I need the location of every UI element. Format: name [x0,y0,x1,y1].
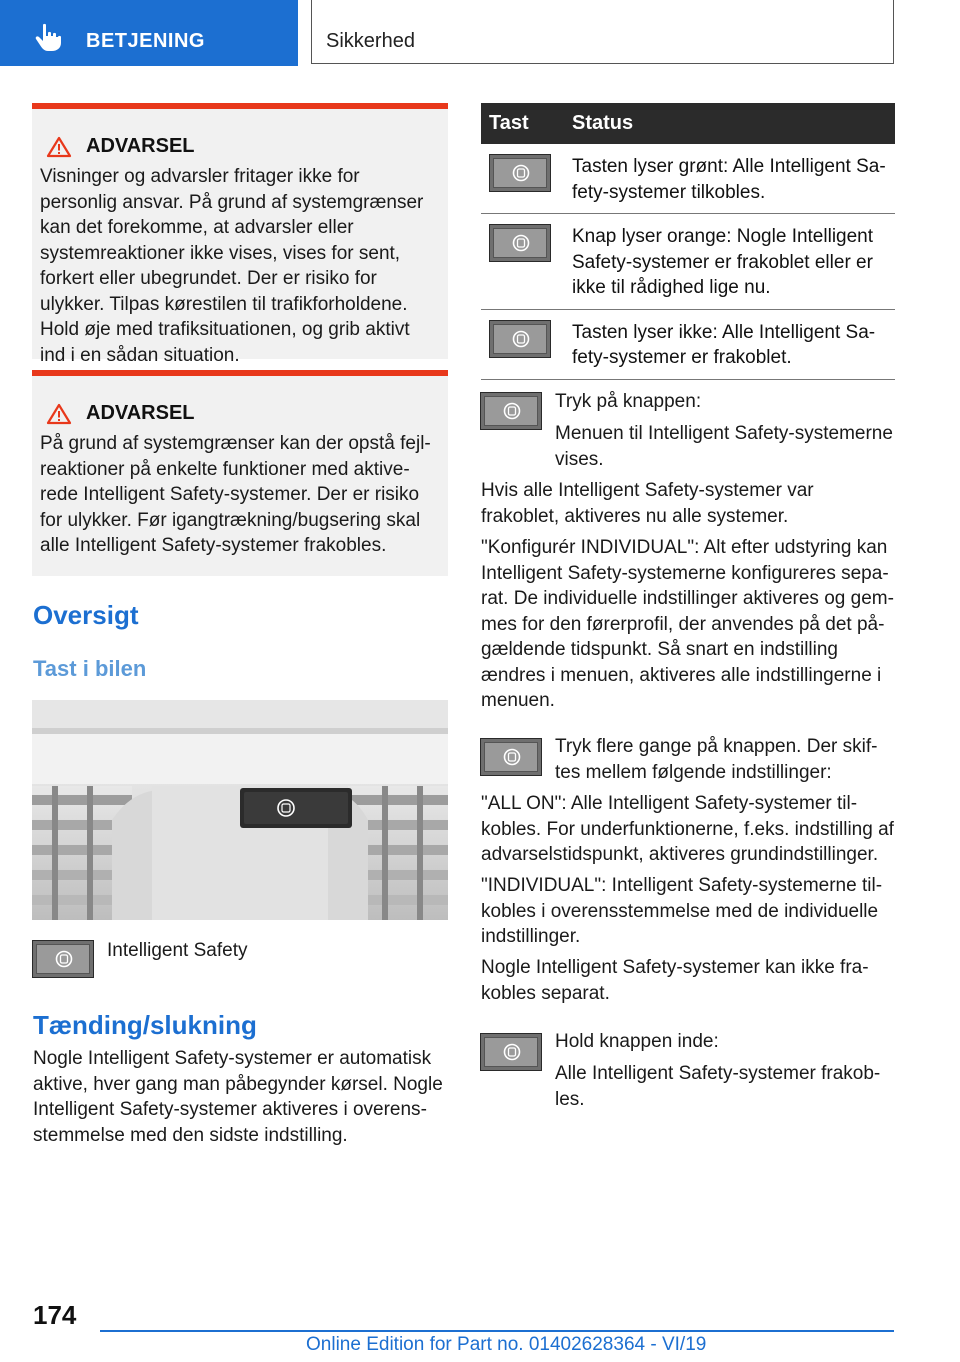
status-table [481,103,895,380]
intelligent-safety-button-image [489,320,551,358]
warning-triangle-icon [46,136,72,158]
warning-title: ADVARSEL [86,135,195,157]
intelligent-safety-icon [512,330,530,348]
page-number: 174 [33,1300,77,1330]
subheading-button: Tast i bilen [33,656,147,681]
intelligent-safety-button-image [32,940,94,978]
chapter-label: Sikkerhed [326,30,415,52]
hand-pointer-icon [34,22,64,52]
intelligent-safety-icon [503,1043,521,1061]
heading-on-off: Tænding/slukning [33,1010,257,1040]
warning-title: ADVARSEL [86,402,195,424]
paragraph-2: "Konfigurér INDIVIDUAL": Alt efter udstyring kan Intelligent Safety-systemerne konfigureres separat. De individuelle indstillinger aktiveres og gemmes for den førerprofil, der anvendes på det pågældende tidspunkt. Så snart en indstilling ændres i menuen, aktiveres alle indstillingerne i menuen. [481,537,894,711]
button-caption: Intelligent Safety [107,940,248,961]
col-key-header: Tast [481,103,564,144]
paragraph-1: Hvis alle Intelligent Safety-systemer var frakoblet, aktiveres nu alle systemer. [481,480,814,527]
table-row [481,214,895,310]
press-result: Menuen til Intelligent Safety-systemerne vises. [555,423,893,470]
press-label: Tryk på knappen: [555,391,702,412]
intelligent-safety-button-image [480,392,542,430]
warning-text: På grund af systemgrænser kan der opstå fejlreaktioner på enkelte funktioner med aktiverede Intelligent Safety-systemer. Der er risiko for ulykker. Før igangtrækning/bugsering skal alle Intelligent Safety-systemer frakobles. [40,433,431,556]
section-label: BETJENING [86,30,205,52]
on-off-paragraph: Nogle Intelligent Safety-systemer er automatisk aktive, hver gang man påbegynder kørsel. Nogle Intelligent Safety-systemer aktiveres i overensstemmelse med den sidste indstilling. [33,1048,443,1146]
heading-overview: Oversigt [33,600,139,630]
paragraph-4: "INDIVIDUAL": Intelligent Safety-systemerne tilkobles i overensstemmelse med de individuelle indstillinger. [481,875,883,947]
intelligent-safety-button-image [480,738,542,776]
section-tab [0,0,298,66]
footer-edition: Online Edition for Part no. 01402628364 - VI/19 [306,1334,707,1355]
dashboard-photo [32,700,448,920]
status-text: Knap lyser orange: Nogle Intelligent Safety-systemer er frakoblet eller er ikke til rådighed lige nu. [564,214,895,310]
table-row [481,144,895,214]
warning-text: Visninger og advarsler fritager ikke for personlig ansvar. På grund af systemgrænser kan det forekomme, at advarsler eller systemreaktioner ikke vises, vises for sent, forkert eller ubegrundet. Der er risiko for ulykker. Tilpas kørestilen til trafikforholdene. Hold øje med trafiksituationen, og grib aktivt ind i en sådan situation. [40,166,424,366]
intelligent-safety-icon [503,748,521,766]
multi-press-text: Tryk flere gange på knappen. Der skiftes mellem følgende indstillinger: [555,736,878,783]
warning-box-2 [32,370,448,576]
hold-result: Alle Intelligent Safety-systemer frakobles. [555,1063,881,1110]
table-row [481,309,895,379]
intelligent-safety-button-image [489,154,551,192]
status-text: Tasten lyser grønt: Alle Intelligent Safety-systemer tilkobles. [564,144,895,214]
intelligent-safety-icon [512,164,530,182]
intelligent-safety-icon [512,234,530,252]
intelligent-safety-icon [503,402,521,420]
intelligent-safety-icon [55,950,73,968]
warning-triangle-icon [46,403,72,425]
intelligent-safety-button-image [489,224,551,262]
hold-label: Hold knappen inde: [555,1031,719,1052]
paragraph-5: Nogle Intelligent Safety-systemer kan ikke frakobles separat. [481,957,869,1004]
intelligent-safety-button-image [480,1033,542,1071]
footer-divider [100,1330,894,1332]
status-text: Tasten lyser ikke: Alle Intelligent Safety-systemer er frakoblet. [564,309,895,379]
warning-box-1 [32,103,448,366]
chapter-box [311,0,894,64]
paragraph-3: "ALL ON": Alle Intelligent Safety-systemer tilkobles. For underfunktionerne, f.eks. indstilling af advarselstidspunkt, aktiveres grundindstillinger. [481,793,894,865]
col-status-header: Status [564,103,895,144]
